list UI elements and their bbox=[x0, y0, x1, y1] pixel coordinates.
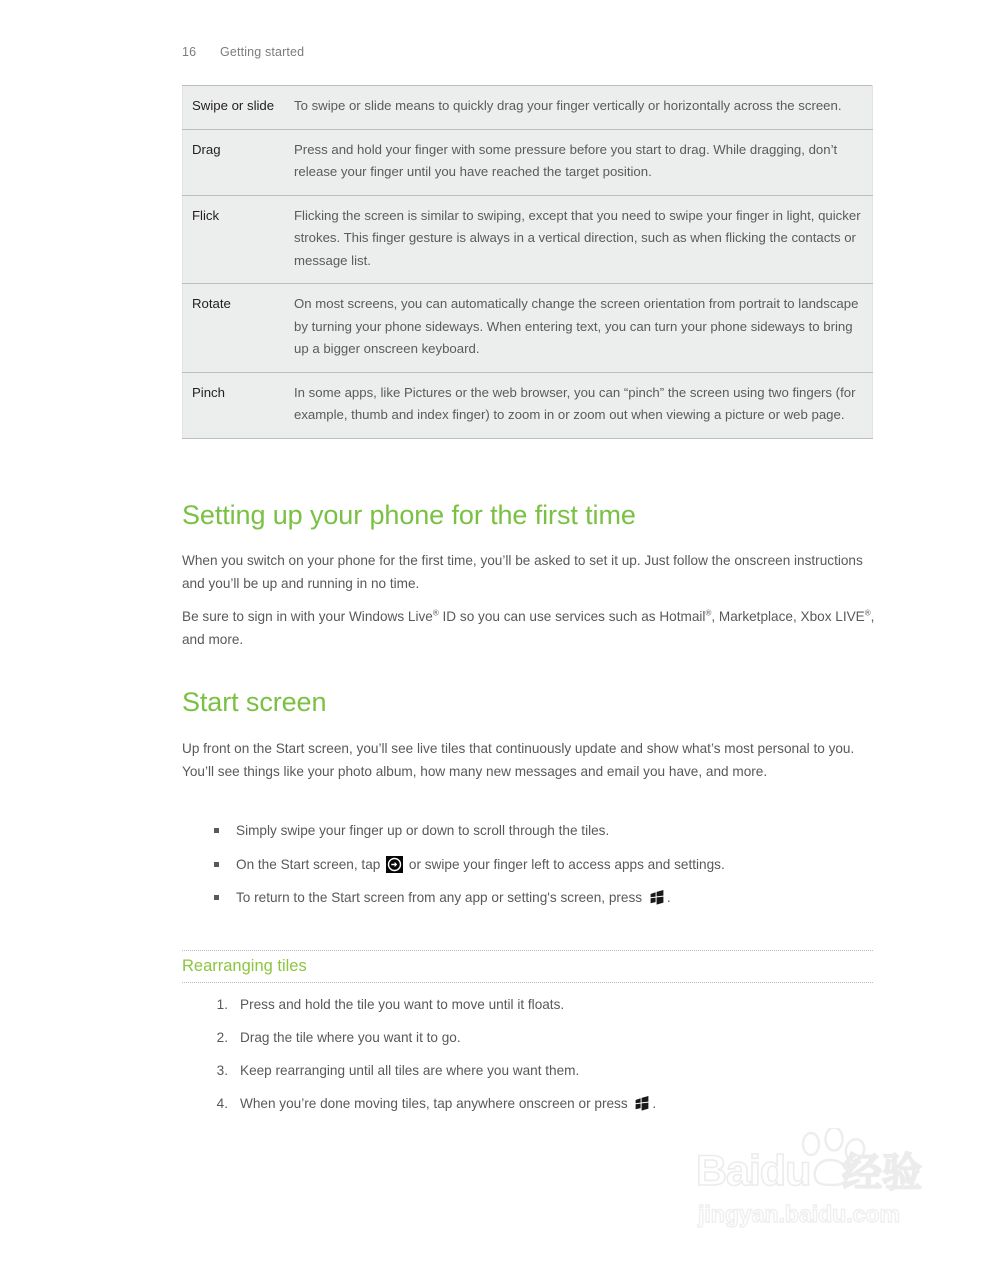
gesture-description: Flicking the screen is similar to swiping, except that you need to swipe your finger in light, quicker strokes. This finger gesture is always in a vertical direction, such as when flicking the contacts or message list. bbox=[294, 195, 873, 284]
gesture-description: Press and hold your finger with some pressure before you start to drag. While dragging, don’t release your finger until you have reached the target position. bbox=[294, 129, 873, 195]
list-item bbox=[206, 854, 886, 877]
step-text: When you’re done moving tiles, tap anywhere onscreen or press bbox=[240, 1096, 632, 1111]
running-header bbox=[182, 45, 304, 59]
section-heading-setup: Setting up your phone for the first time bbox=[182, 500, 636, 530]
bullet-text-after: . bbox=[666, 890, 671, 905]
gesture-term: Rotate bbox=[183, 284, 295, 373]
gesture-term: Swipe or slide bbox=[183, 86, 295, 130]
table-row bbox=[183, 372, 873, 438]
windows-flag-icon bbox=[634, 1096, 650, 1111]
step-number: 3. bbox=[216, 1063, 228, 1078]
square-bullet-icon bbox=[214, 862, 219, 867]
bullet-text: To return to the Start screen from any app or setting's screen, press bbox=[236, 890, 646, 905]
gesture-term: Drag bbox=[183, 129, 295, 195]
page-number: 16 bbox=[182, 45, 197, 59]
list-item bbox=[206, 1027, 886, 1050]
list-item bbox=[206, 1093, 886, 1116]
setup-paragraph-1: When you switch on your phone for the first time, you’ll be asked to set it up. Just follow the onscreen instructions and you’ll be up and running in no time. bbox=[182, 553, 863, 591]
gesture-term: Flick bbox=[183, 195, 295, 284]
step-text: Drag the tile where you want it to go. bbox=[240, 1030, 461, 1045]
table-row bbox=[183, 284, 873, 373]
baidu-url: jingyan.baidu.com bbox=[698, 1201, 900, 1227]
list-item bbox=[206, 887, 886, 910]
list-item bbox=[206, 994, 886, 1017]
table-row bbox=[183, 129, 873, 195]
step-text-after: . bbox=[652, 1096, 657, 1111]
start-screen-paragraph-1: Up front on the Start screen, you’ll see live tiles that continuously update and show what’s most personal to you. You’ll see things like your photo album, how many new messages and email you have, and more. bbox=[182, 741, 855, 779]
setup-p2-part3: , Marketplace, Xbox LIVE bbox=[711, 609, 865, 624]
gesture-table-body bbox=[183, 86, 873, 439]
bullet-text: Simply swipe your finger up or down to scroll through the tiles. bbox=[236, 823, 610, 838]
list-item bbox=[206, 1060, 886, 1083]
step-number: 4. bbox=[216, 1096, 228, 1111]
square-bullet-icon bbox=[214, 895, 219, 900]
baidu-wordmark-cn: 经验 bbox=[842, 1151, 922, 1195]
table-row bbox=[183, 195, 873, 284]
section-heading-start-screen: Start screen bbox=[182, 687, 327, 717]
arrow-right-tile-icon bbox=[386, 856, 403, 873]
bullet-text-after: or swipe your finger left to access apps and settings. bbox=[405, 856, 725, 872]
gesture-description: To swipe or slide means to quickly drag your finger vertically or horizontally across the screen. bbox=[294, 86, 873, 130]
square-bullet-icon bbox=[214, 828, 219, 833]
chapter-title: Getting started bbox=[220, 45, 305, 59]
setup-p2-part1: Be sure to sign in with your Windows Live bbox=[182, 609, 433, 624]
step-number: 1. bbox=[216, 997, 228, 1012]
registered-mark: ® bbox=[705, 608, 712, 618]
baidu-watermark bbox=[696, 1128, 946, 1233]
gesture-description: In some apps, like Pictures or the web browser, you can “pinch” the screen using two fingers (for example, thumb and index finger) to zoom in or zoom out when viewing a picture or web page. bbox=[294, 372, 873, 438]
start-screen-bullet-list bbox=[206, 820, 886, 921]
subsection-heading-rearranging-tiles: Rearranging tiles bbox=[182, 950, 873, 983]
step-number: 2. bbox=[216, 1030, 228, 1045]
baidu-wordmark: Baidu bbox=[696, 1147, 811, 1195]
setup-paragraph-2 bbox=[182, 606, 882, 651]
gesture-term: Pinch bbox=[183, 372, 295, 438]
setup-p2-part2: ID so you can use services such as Hotmail bbox=[438, 609, 706, 624]
baidu-paw-icon bbox=[794, 1128, 872, 1193]
list-item bbox=[206, 820, 886, 843]
step-text: Press and hold the tile you want to move until it floats. bbox=[240, 997, 565, 1012]
windows-flag-icon bbox=[649, 890, 665, 905]
gesture-table bbox=[182, 85, 873, 439]
registered-mark: ® bbox=[432, 608, 439, 618]
gesture-description: On most screens, you can automatically change the screen orientation from portrait to landscape by turning your phone sideways. When entering text, you can turn your phone sideways to bring up a bigger onscreen keyboard. bbox=[294, 284, 873, 373]
step-text: Keep rearranging until all tiles are where you want them. bbox=[240, 1063, 580, 1078]
table-row bbox=[183, 86, 873, 130]
rearranging-steps-list bbox=[206, 994, 886, 1126]
bullet-text: On the Start screen, tap bbox=[236, 856, 385, 872]
setup-p2-part4: , and more. bbox=[182, 609, 875, 647]
registered-mark: ® bbox=[864, 608, 871, 618]
